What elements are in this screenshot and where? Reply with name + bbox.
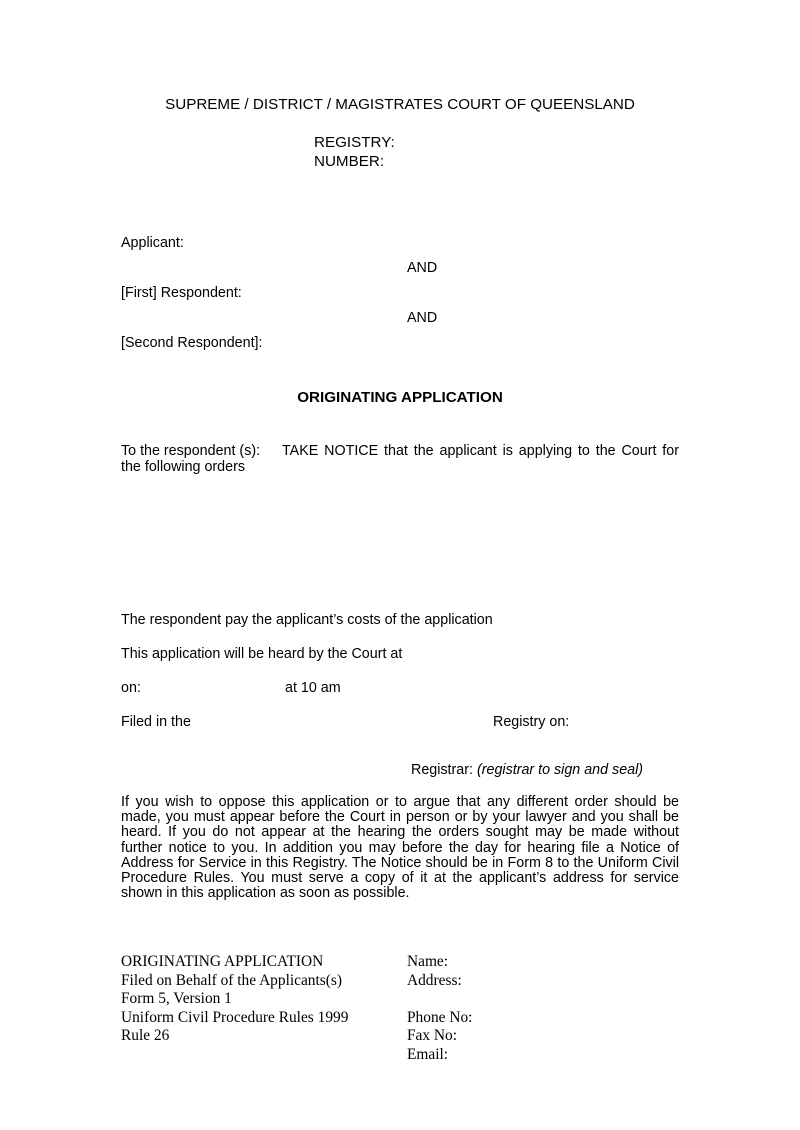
- footer-form-version: Form 5, Version 1: [121, 990, 232, 1008]
- and-separator-2: AND: [407, 310, 438, 326]
- heard-by-text: This application will be heard by the Court at: [121, 646, 403, 662]
- applicant-label: Applicant:: [121, 235, 184, 251]
- hearing-time: at 10 am: [285, 680, 341, 696]
- footer-email-label: Email:: [407, 1045, 449, 1063]
- hearing-on-label: on:: [121, 680, 141, 696]
- footer-phone-label: Phone No:: [407, 1008, 473, 1026]
- footer-name-label: Name:: [407, 953, 449, 970]
- first-respondent-label: [First] Respondent:: [121, 285, 242, 301]
- and-separator-1: AND: [407, 260, 438, 276]
- number-label: NUMBER:: [314, 153, 385, 170]
- footer-form-title: ORIGINATING APPLICATION: [121, 953, 324, 970]
- oppose-paragraph: If you wish to oppose this application or to argue that any different order should be made, you must appear before the Court in person or by your lawyer and you shall be heard. If you do not appear at the hearing the orders sought may be made without further notice to you. In addition you may before the day for hearing file a Notice of Address for Service in this Registry. The Notice should be in Form 8 to the Uniform Civil Procedure Rules. You must serve a copy of it at the applicant’s address for service shown in this application as soon as possible.: [121, 794, 679, 902]
- registrar-label: Registrar:: [411, 762, 473, 778]
- court-heading: SUPREME / DISTRICT / MAGISTRATES COURT OF QUEENSLAND: [165, 96, 635, 113]
- second-respondent-label: [Second Respondent]:: [121, 335, 263, 351]
- notice-paragraph: [121, 443, 679, 475]
- document-title: ORIGINATING APPLICATION: [297, 389, 503, 406]
- registrar-note: (registrar to sign and seal): [476, 762, 644, 778]
- footer-filed-on-behalf: Filed on Behalf of the Applicants(s): [121, 971, 342, 989]
- registrar-line: [411, 762, 643, 778]
- registry-on-label: Registry on:: [493, 714, 570, 730]
- footer-fax-label: Fax No:: [407, 1027, 458, 1045]
- filed-in-label: Filed in the: [121, 714, 191, 730]
- footer-spacer: [407, 990, 472, 1009]
- notice-lead: To the respondent (s):: [121, 443, 261, 459]
- footer-contact-details: [407, 953, 472, 1065]
- costs-order: The respondent pay the applicant’s costs of the application: [121, 612, 493, 628]
- footer-rule-number: Rule 26: [121, 1027, 170, 1045]
- registry-label: REGISTRY:: [314, 134, 395, 151]
- notice-text: TAKE NOTICE that the applicant is applying to the Court for the following orders: [121, 443, 679, 475]
- footer-form-details: [121, 953, 348, 1046]
- footer-rules: Uniform Civil Procedure Rules 1999: [121, 1008, 349, 1026]
- footer-address-label: Address:: [407, 971, 462, 989]
